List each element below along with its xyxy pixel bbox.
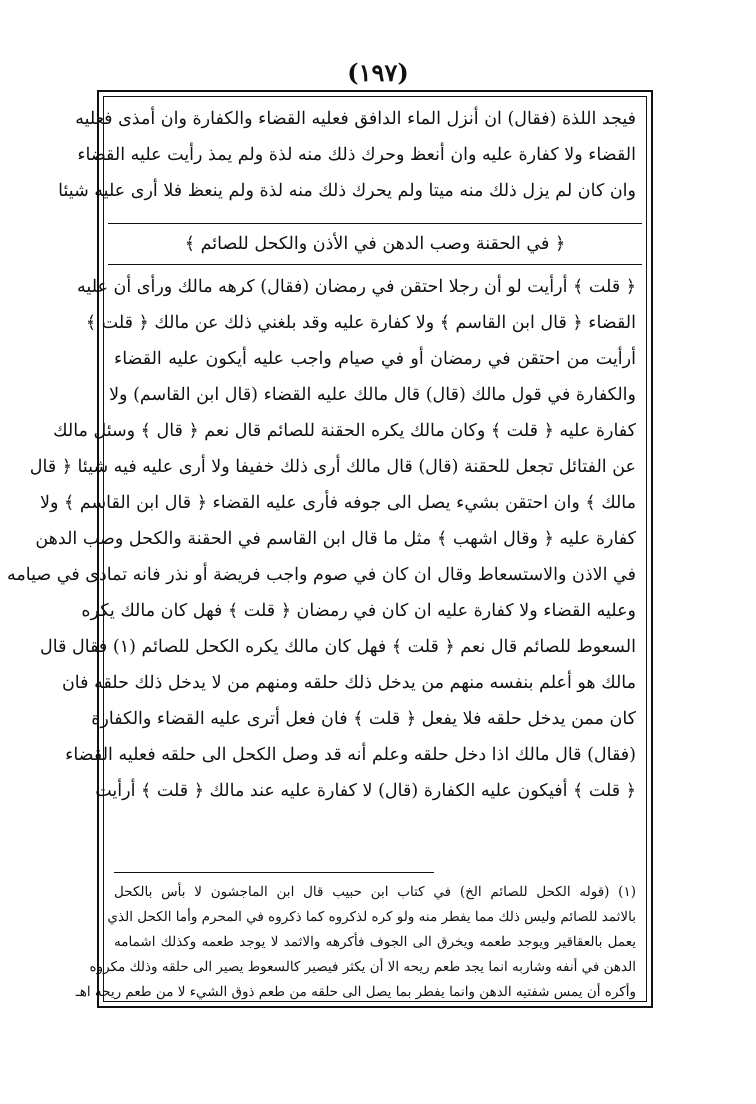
intro-text (58, 101, 636, 209)
inner-frame (7, 96, 647, 1002)
page-number: (١٩٧) (347, 58, 409, 87)
text-line: وعليه القضاء ولا كفارة عليه ان كان في رمضان ﴿ قلت ﴾ فهل كان مالك يكره (81, 601, 636, 621)
text-line: (فقال) قال مالك اذا دخل حلقه وعلم أنه قد وصل الكحل الى حلقه فعليه القضاء (65, 745, 636, 765)
text-line: ﴿ قلت ﴾ أرأيت لو أن رجلا احتقن في رمضان (فقال) كرهه مالك ورأى أن عليه (77, 277, 636, 297)
footnote-line: وأكره أن يمس شفتيه الدهن وانما يفطر بما يصل الى حلقه من طعم ذوق الشيء لا من طعم ريحه اهـ (75, 984, 636, 1000)
text-line: فيجد اللذة (فقال) ان أنزل الماء الدافق فعليه القضاء والكفارة وان أمذى فعليه (75, 109, 636, 129)
section-heading: ﴿ في الحقنة وصب الدهن في الأذن والكحل للصائم ﴾ (108, 223, 642, 265)
text-line: مالك هو أعلم بنفسه منهم من يدخل ذلك حلقه ومنهم من لا يدخل ذلك حلقه فان (61, 673, 636, 693)
text-line: مالك ﴾ وان احتقن بشيء يصل الى جوفه فأرى عليه القضاء ﴿ قال ابن القاسم ﴾ ولا (40, 493, 636, 513)
footnote (75, 880, 636, 1005)
text-line: أرأيت من احتقن في رمضان أو في صيام واجب عليه أيكون عليه القضاء (114, 349, 636, 369)
text-line: ﴿ قلت ﴾ أفيكون عليه الكفارة (قال) لا كفارة عليه عند مالك ﴿ قلت ﴾ أرأيت (95, 781, 636, 801)
text-line: عن الفتائل تجعل للحقنة (قال) قال مالك أرى ذلك خفيفا ولا أرى عليه فيه شيئا ﴿ قال (29, 457, 636, 477)
text-line: كفارة عليه ﴿ وقال اشهب ﴾ مثل ما قال ابن القاسم في الحقنة والكحل وصب الدهن (35, 529, 636, 549)
footnote-line: (١) (قوله الكحل للصائم الخ) في كتاب ابن حبيب قال ابن الماجشون لا بأس بالكحل (114, 884, 636, 900)
page-frame (7, 90, 653, 1008)
text-line: والكفارة في قول مالك (قال) قال مالك عليه القضاء (قال ابن القاسم) ولا (109, 385, 636, 405)
footnote-line: الدهن في أنفه وشاربه انما يجد طعم ريحه الا أن يكثر فيصير كالسعوط يصير الى حلقه وذلك مكروه (89, 959, 636, 975)
text-line: السعوط للصائم قال نعم ﴿ قلت ﴾ فهل كان مالك يكره الكحل للصائم (١) فقال قال (40, 637, 636, 657)
text-line: القضاء ولا كفارة عليه وان أنعظ وحرك ذلك منه لذة ولم يمذ رأيت عليه القضاء (77, 145, 636, 165)
footnote-line: يعمل بالعقاقير ويوجد طعمه ويخرق الى الجوف فأكرهه والاثمد لا يوجد طعمه وكذلك اشمامه (114, 934, 636, 950)
body-text (7, 269, 636, 809)
text-line: القضاء ﴿ قال ابن القاسم ﴾ ولا كفارة عليه وقد بلغني ذلك عن مالك ﴿ قلت ﴾ (85, 313, 636, 333)
footnote-divider (114, 872, 434, 873)
footnote-line: بالاثمد للصائم وليس ذلك مما يفطر منه ولو كره لذكروه كما ذكروه في المحرم وأما الكحل الذي (107, 909, 636, 925)
text-line: وان كان لم يزل ذلك منه ميتا ولم يحرك ذلك منه لذة ولم ينعظ فلا أرى عليه شيئا (58, 181, 636, 201)
text-line: كان ممن يدخل حلقه فلا يفعل ﴿ قلت ﴾ فان فعل أترى عليه القضاء والكفارة (91, 709, 636, 729)
text-line: في الاذن والاستسعاط وقال ان كان في صوم واجب فريضة أو نذر فانه تمادى في صيامه (7, 565, 636, 585)
text-line: كفارة عليه ﴿ قلت ﴾ وكان مالك يكره الحقنة للصائم قال نعم ﴿ قال ﴾ وسئل مالك (53, 421, 636, 441)
